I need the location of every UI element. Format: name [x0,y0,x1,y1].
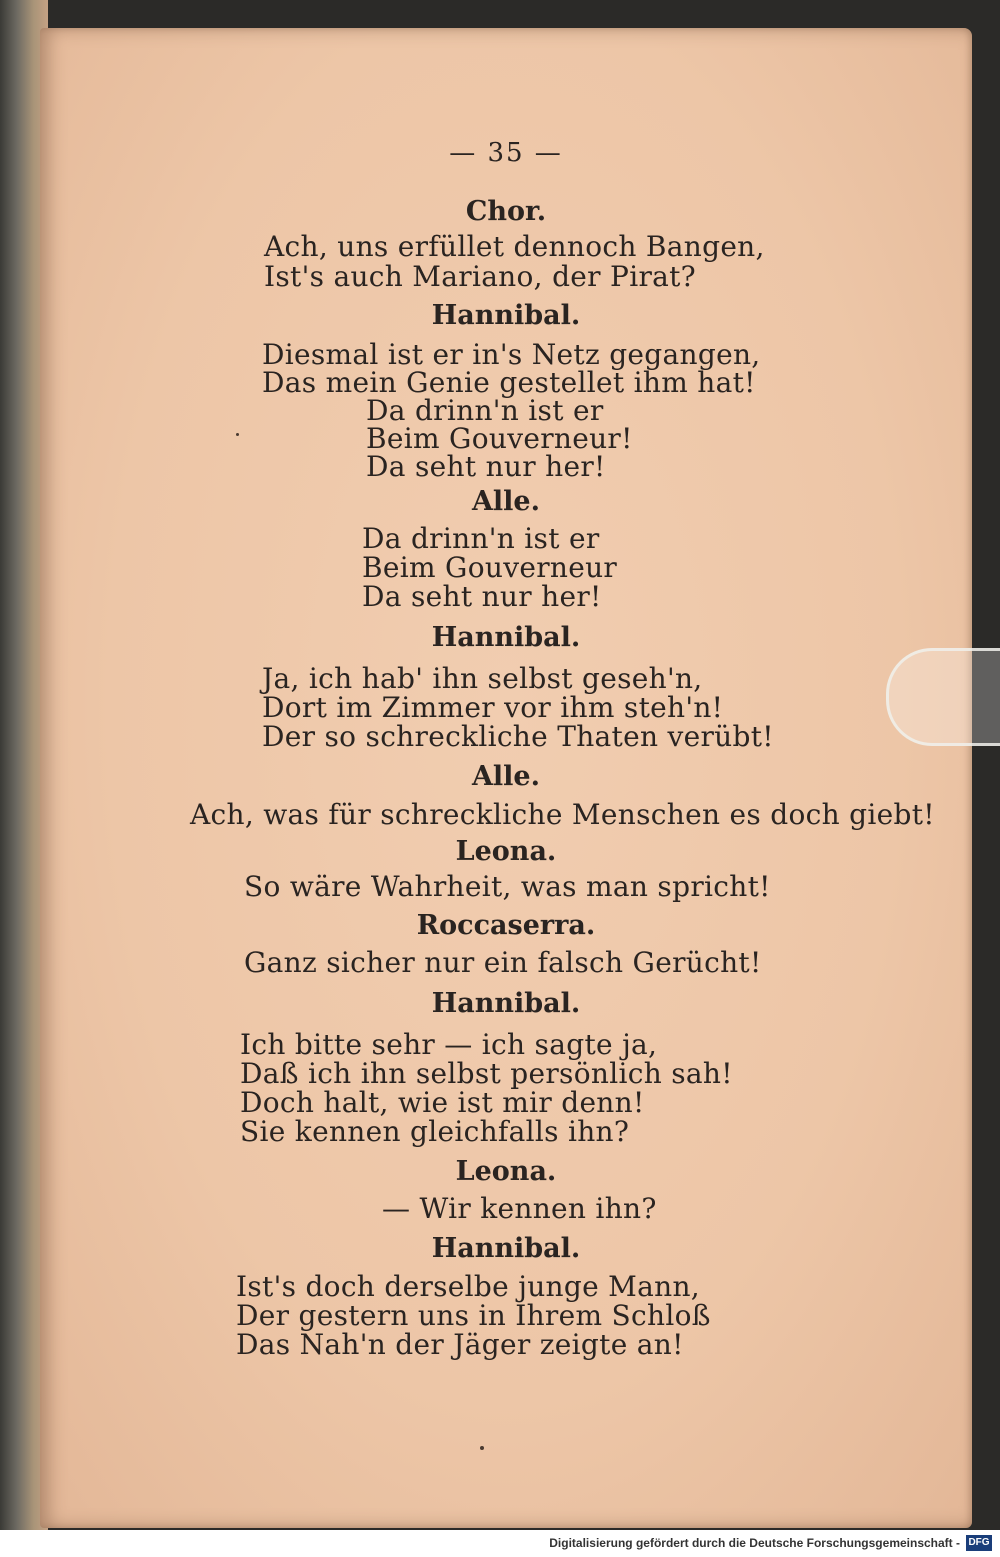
speaker-heading: Hannibal. [431,988,581,1019]
speaker-heading: Chor. [465,196,547,227]
speaker-heading: Alle. [471,486,541,517]
verse-line: Ach, was für schreckliche Menschen es doch giebt! [190,798,935,831]
speaker-heading: Hannibal. [431,1233,581,1264]
page-number: — 35 — [449,138,563,168]
verse-line: Da seht nur her! [362,580,602,613]
speaker-heading: Hannibal. [431,622,581,653]
verse-line: Ist's doch derselbe junge Mann, [236,1270,700,1303]
verse-line: Da seht nur her! [366,450,606,483]
speaker-heading: Hannibal. [431,300,581,331]
verse-line: Ich bitte sehr — ich sagte ja, [240,1028,658,1061]
paper-speck [236,433,239,436]
speaker-heading: Leona. [455,1156,557,1187]
verse-line: Sie kennen gleichfalls ihn? [240,1115,630,1148]
verse-line: Dort im Zimmer vor ihm steh'n! [262,691,724,724]
verse-line: Das mein Genie gestellet ihm hat! [262,366,756,399]
speaker-heading: Roccaserra. [416,910,596,941]
verse-line: Doch halt, wie ist mir denn! [240,1086,645,1119]
footer-bar [0,1530,1000,1557]
dfg-logo-icon: DFG [966,1535,992,1551]
verse-line: Ist's auch Mariano, der Pirat? [264,260,696,293]
paper-speck [480,1446,484,1450]
funding-credit: Digitalisierung gefördert durch die Deutsche Forschungsgemeinschaft - [549,1536,960,1550]
page-content [40,28,972,1528]
verse-line: Ja, ich hab' ihn selbst geseh'n, [262,662,703,695]
verse-line: Beim Gouverneur! [366,422,633,455]
speaker-heading: Leona. [455,836,557,867]
verse-line: Daß ich ihn selbst persönlich sah! [240,1057,733,1090]
verse-line: Ach, uns erfüllet dennoch Bangen, [264,230,765,263]
verse-line: Der so schreckliche Thaten verübt! [262,720,774,753]
verse-line: Da drinn'n ist er [362,522,600,555]
verse-line: Da drinn'n ist er [366,394,604,427]
speaker-heading: Alle. [471,761,541,792]
verse-line: — Wir kennen ihn? [382,1192,657,1225]
verse-line: Der gestern uns in Ihrem Schloß [236,1299,711,1332]
verse-line: Diesmal ist er in's Netz gegangen, [262,338,761,371]
verse-line: Beim Gouverneur [362,551,618,584]
verse-line: So wäre Wahrheit, was man spricht! [244,870,771,903]
verse-line: Ganz sicher nur ein falsch Gerücht! [244,946,762,979]
verse-line: Das Nah'n der Jäger zeigte an! [236,1328,684,1361]
